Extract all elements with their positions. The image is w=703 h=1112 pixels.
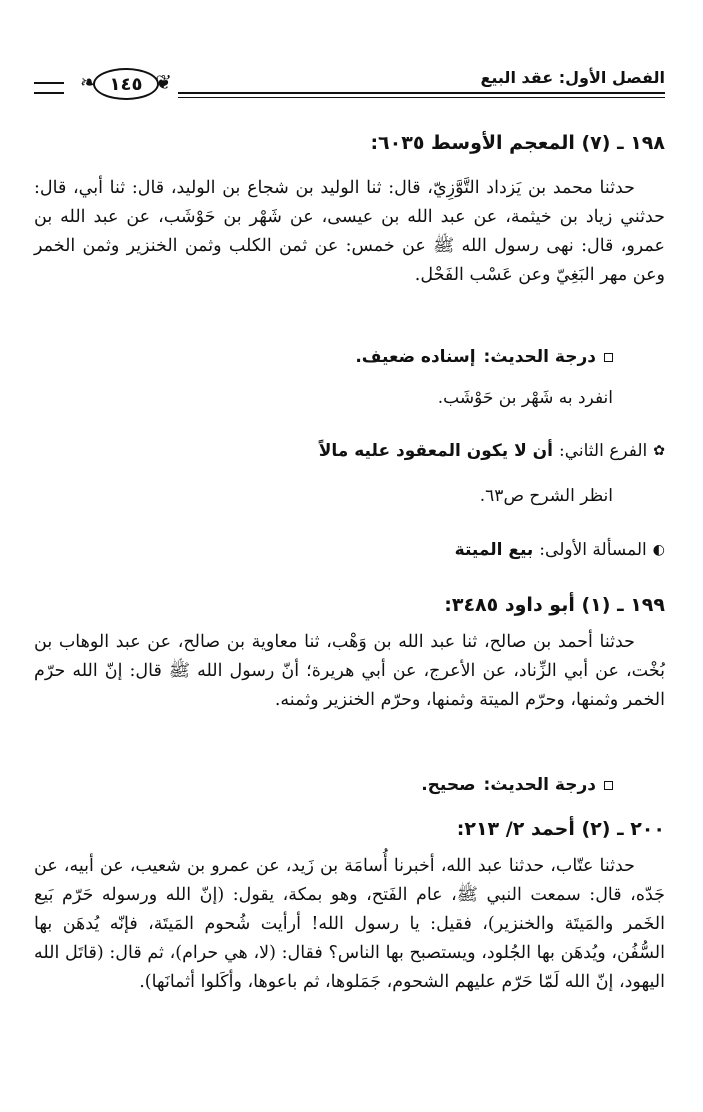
issue-heading bbox=[34, 540, 665, 560]
hadith-grade bbox=[34, 347, 665, 367]
hadith-text: حدثنا محمد بن يَزداد التَّوَّزِيّ، قال: ثنا الوليد بن شجاع بن الوليد، قال: ثنا أبي، قال: حدثني زياد بن خيثمة، عن عبد الله بن عيسى، عن شَهْر بن حَوْشَب، عن عبد الله بن عمرو، قال: نهى رسول الله ﷺ عن خمس: عن ثمن الكلب وثمن الخنزير وثمن الخمر وعن مهر البَغِيّ وعن عَسْب الفَحْل. bbox=[34, 178, 665, 285]
hadith-heading: ١٩٩ ـ (١) أبو داود ٣٤٨٥: bbox=[444, 594, 665, 616]
issue-title: بيع الميتة bbox=[454, 540, 534, 560]
hadith-heading: ٢٠٠ ـ (٢) أحمد ٢/ ٢١٣: bbox=[456, 818, 665, 840]
issue-ornament-icon: ◐ bbox=[652, 542, 665, 558]
header-rule bbox=[178, 92, 665, 98]
hadith-heading: ١٩٨ ـ (٧) المعجم الأوسط ٦٠٣٥: bbox=[370, 132, 665, 154]
branch-heading bbox=[34, 441, 665, 461]
grade-label: درجة الحديث: bbox=[483, 775, 596, 795]
grade-value: صحيح. bbox=[421, 775, 476, 795]
header-end-rule bbox=[34, 82, 64, 94]
branch-reference: انظر الشرح ص٦٣. bbox=[479, 486, 613, 506]
hadith-text: حدثنا عتّاب، حدثنا عبد الله، أخبرنا أُسامَة بن زَيد، عن عمرو بن شعيب، عن أبيه، عن جَدّه، قال: سمعت النبي ﷺ، عام الفَتح، وهو بمكة، يقول: (إنّ الله ورسوله حَرّم بَيع الخَمر والمَيتَة والخنزير)، فقيل: يا رسول الله! أرأيت شُحوم المَيتَة، فإنّه يُدهَن بها السُّفُن، ويُدهَن بها الجُلود، ويستصبح بها الناس؟ فقال: (لا، هي حرام)، ثم قال: (قاتَل الله اليهود، إنّ الله لَمّا حَرّم عليهم الشحوم، جَمَلوها، ثم باعوها، وأكَلوا أثمانَها). bbox=[34, 856, 665, 992]
chapter-title: الفصل الأول: عقد البيع bbox=[480, 68, 665, 87]
book-page bbox=[34, 0, 665, 1112]
issue-label: المسألة الأولى: bbox=[539, 540, 647, 560]
branch-ornament-icon: ✿ bbox=[653, 443, 665, 459]
leaf-ornament-icon: ❧ bbox=[80, 70, 97, 94]
hadith-grade bbox=[34, 775, 665, 795]
page-number-frame bbox=[78, 66, 174, 102]
branch-label: الفرع الثاني: bbox=[558, 441, 648, 461]
leaf-ornament-icon: ❦ bbox=[155, 70, 172, 94]
page-number: ١٤٥ bbox=[93, 68, 159, 100]
branch-title: أن لا يكون المعقود عليه مالاً bbox=[318, 441, 553, 461]
hadith-text: حدثنا أحمد بن صالح، ثنا عبد الله بن وَهْب، ثنا معاوية بن صالح، عن عبد الوهاب بن بُخْت، عن أبي الزِّناد، عن الأعرج، عن أبي هريرة؛ أنّ رسول الله ﷺ قال: إنّ الله حرّم الخمر وثمنها، وحرّم الميتة وثمنها، وحرّم الخنزير وثمنه. bbox=[34, 632, 665, 710]
square-bullet-icon bbox=[604, 781, 613, 790]
square-bullet-icon bbox=[604, 353, 613, 362]
grade-label: درجة الحديث: bbox=[483, 347, 596, 367]
grade-value: إسناده ضعيف. bbox=[355, 347, 476, 367]
hadith-note: انفرد به شَهْر بن حَوْشَب. bbox=[437, 388, 613, 408]
running-header bbox=[34, 62, 665, 106]
